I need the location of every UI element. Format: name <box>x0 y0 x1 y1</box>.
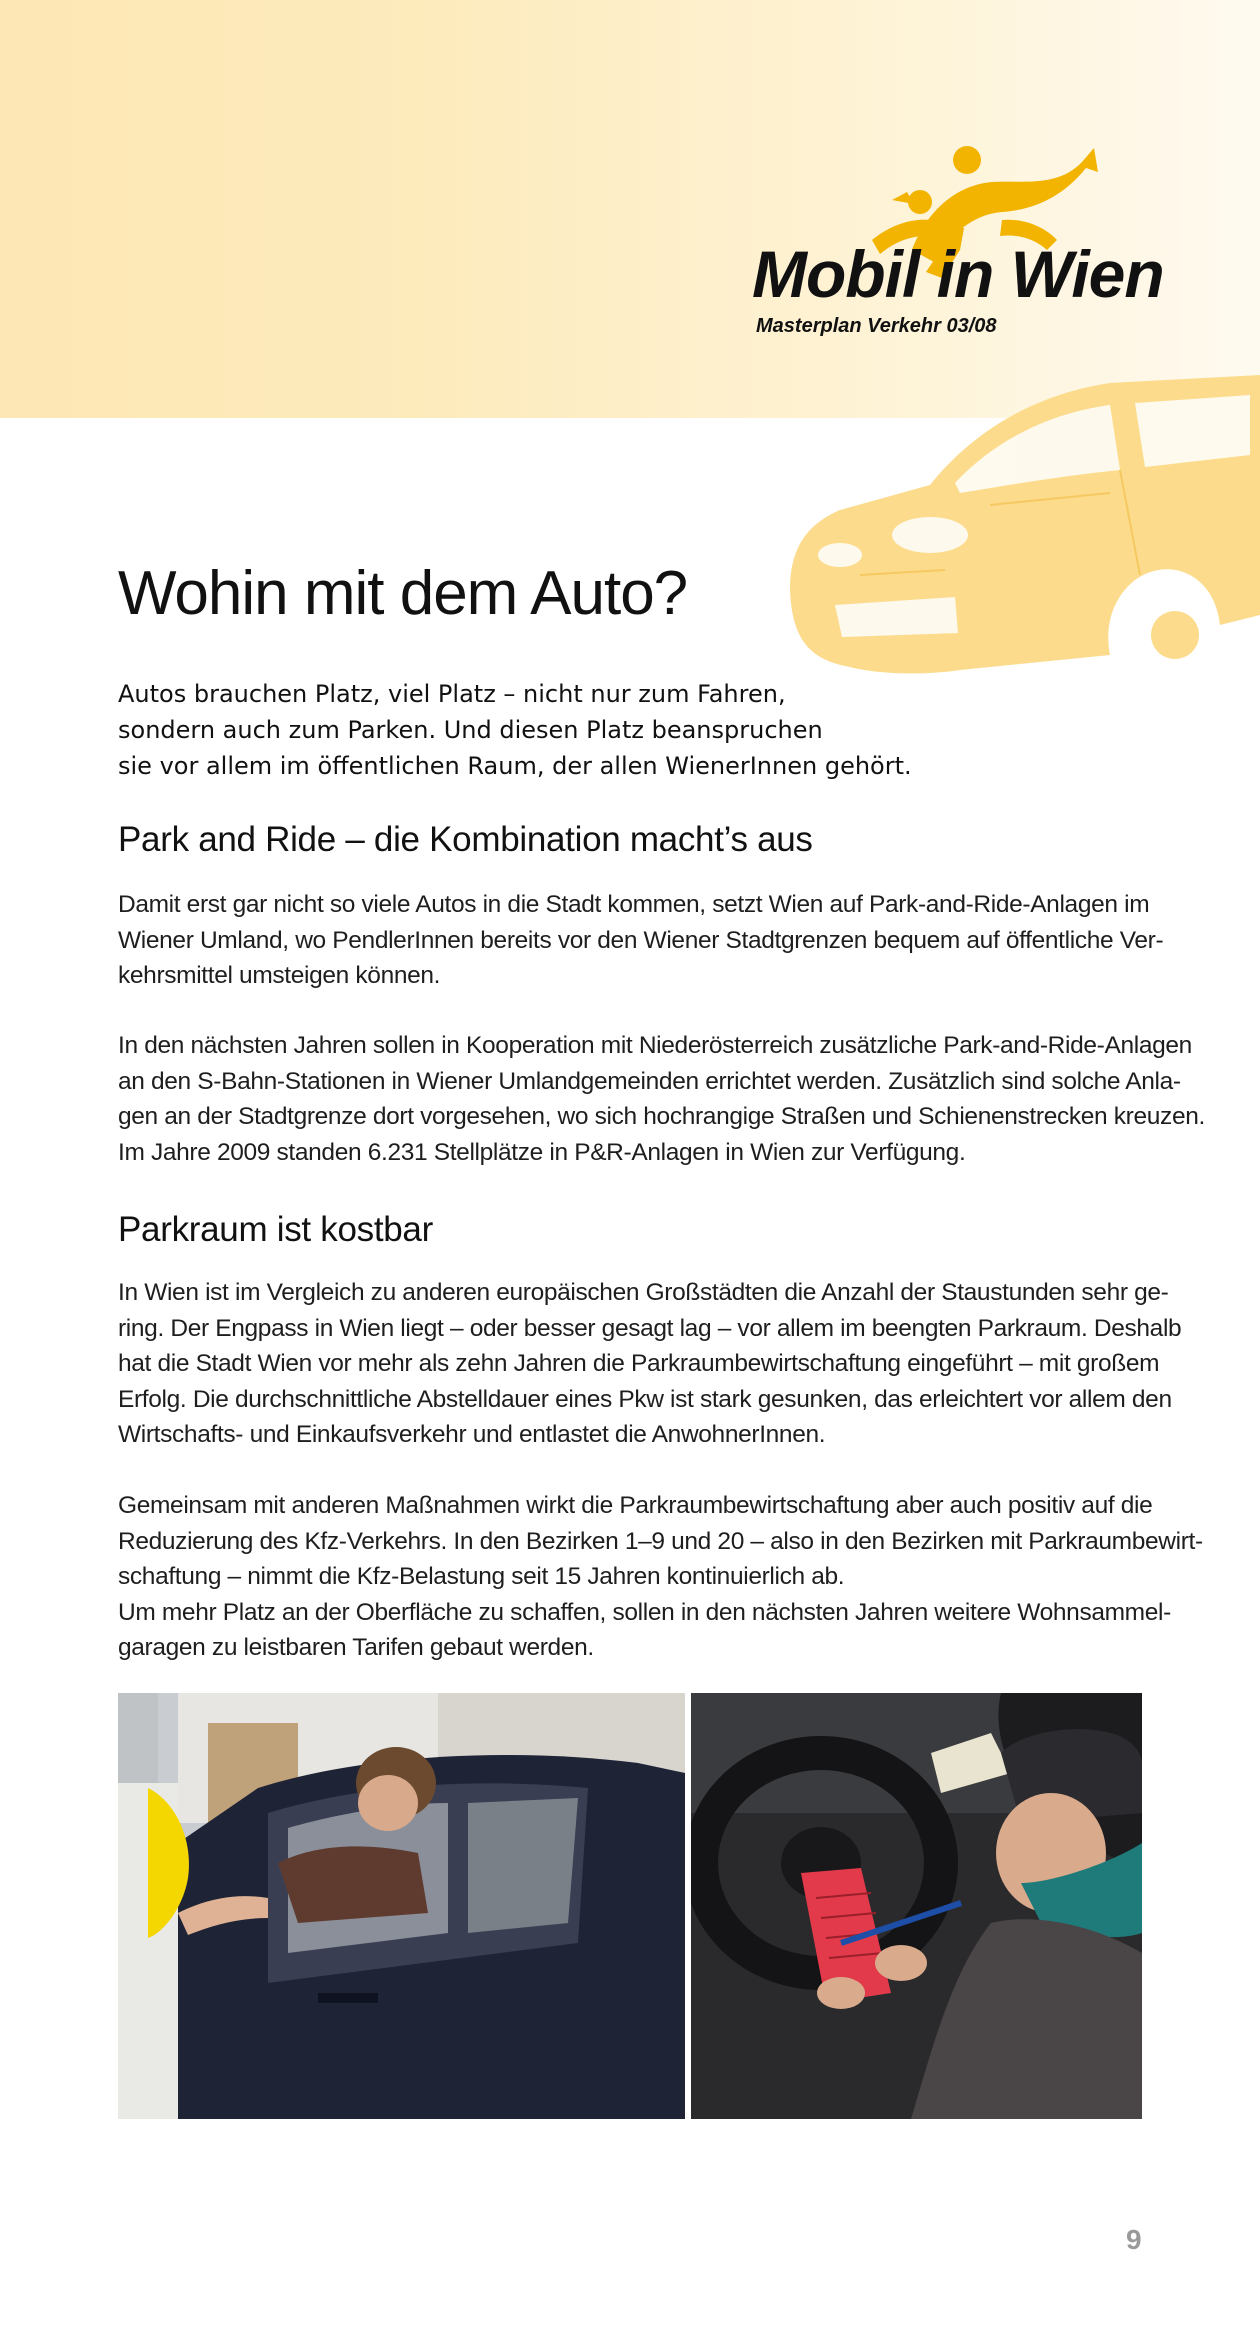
lead-paragraph <box>118 676 912 784</box>
body-line: Gemeinsam mit anderen Maßnahmen wirkt die Parkraumbewirtschaftung aber auch positiv auf die <box>118 1492 1153 1519</box>
body-line: garagen zu leistbaren Tarifen gebaut werden. <box>118 1634 594 1661</box>
section-heading-parkraum: Parkraum ist kostbar <box>118 1210 433 1249</box>
body-line: Wirtschafts- und Einkaufsverkehr und entlastet die AnwohnerInnen. <box>118 1421 826 1448</box>
section-heading-park-and-ride: Park and Ride – die Kombination macht’s aus <box>118 820 813 859</box>
body-line: ring. Der Engpass in Wien liegt – oder besser gesagt lag – vor allem im beengten Parkraum. Deshalb <box>118 1314 1182 1342</box>
body-line: gen an der Stadtgrenze dort vorgesehen, wo sich hochrangige Straßen und Schienenstrecken kreuzen. <box>118 1103 1205 1130</box>
body-line: Um mehr Platz an der Oberfläche zu schaffen, sollen in den nächsten Jahren weitere Wohnsammel- <box>118 1598 1171 1626</box>
body-line: Reduzierung des Kfz-Verkehrs. In den Bezirken 1–9 und 20 – also in den Bezirken mit Parkraumbewirt- <box>118 1527 1203 1555</box>
body-line: kehrsmittel umsteigen können. <box>118 962 441 989</box>
page-number: 9 <box>1126 2224 1142 2255</box>
page-title: Wohin mit dem Auto? <box>118 559 688 628</box>
body-line: In Wien ist im Vergleich zu anderen europäischen Großstädten die Anzahl der Staustunden sehr ge- <box>118 1279 1169 1306</box>
body-line: hat die Stadt Wien vor mehr als zehn Jahren die Parkraumbewirtschaftung eingeführt – mit großem <box>118 1350 1160 1377</box>
logo-title: Mobil in Wien <box>752 237 1164 311</box>
lead-line: sondern auch zum Parken. Und diesen Platz beanspruchen <box>118 716 823 744</box>
mobil-in-wien-logo <box>752 140 1192 350</box>
lead-line: sie vor allem im öffentlichen Raum, der allen WienerInnen gehört. <box>118 752 912 780</box>
body-line: an den S-Bahn-Stationen in Wiener Umlandgemeinden errichtet werden. Zusätzlich sind solche Anla- <box>118 1067 1181 1095</box>
body-line: In den nächsten Jahren sollen in Kooperation mit Niederösterreich zusätzliche Park-and-Ride-Anlagen <box>118 1032 1192 1059</box>
body-line: Wiener Umland, wo PendlerInnen bereits vor den Wiener Stadtgrenzen bequem auf öffentliche Ver- <box>118 926 1164 954</box>
logo-subtitle: Masterplan Verkehr 03/08 <box>756 315 997 337</box>
body-paragraph <box>118 887 1164 994</box>
body-line: Im Jahre 2009 standen 6.231 Stellplätze in P&R-Anlagen in Wien zur Verfügung. <box>118 1138 966 1166</box>
body-paragraph <box>118 1488 1203 1666</box>
body-paragraph <box>118 1275 1182 1453</box>
parking-voucher-photo <box>691 1693 1142 2119</box>
body-line: schaftung – nimmt die Kfz-Belastung seit 15 Jahren kontinuierlich ab. <box>118 1563 845 1590</box>
car-parking-terminal-photo <box>118 1693 685 2119</box>
body-line: Erfolg. Die durchschnittliche Abstelldauer eines Pkw ist stark gesunken, das erleichtert vor allem den <box>118 1385 1172 1413</box>
lead-line: Autos brauchen Platz, viel Platz – nicht nur zum Fahren, <box>118 680 786 708</box>
body-paragraph <box>118 1028 1205 1170</box>
body-line: Damit erst gar nicht so viele Autos in die Stadt kommen, setzt Wien auf Park-and-Ride-Anlagen im <box>118 891 1150 918</box>
